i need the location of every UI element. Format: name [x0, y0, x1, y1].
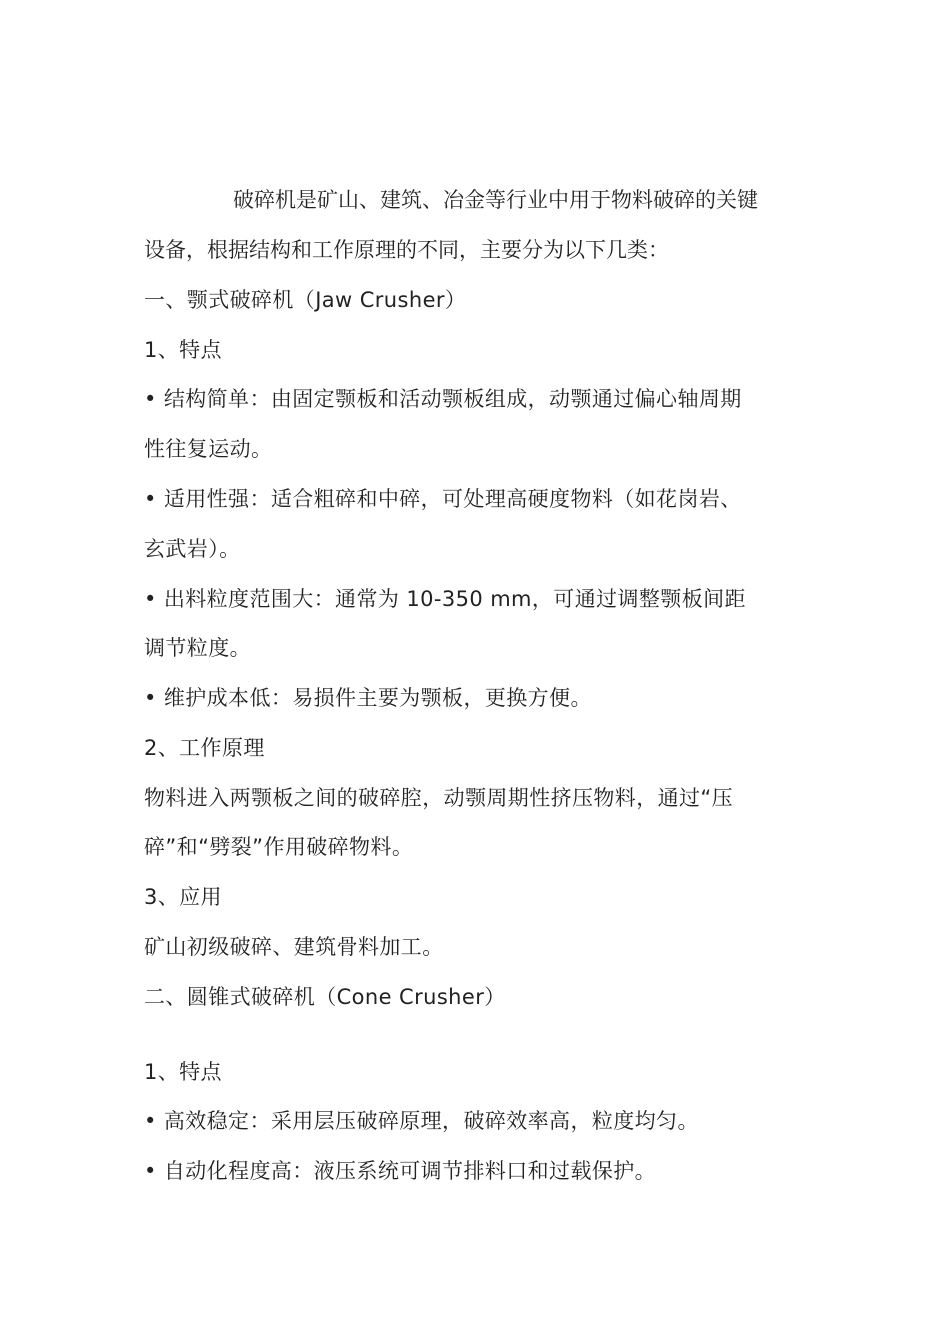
- bullet-applicability-line-1: • 适用性强：适合粗碎和中碎，可处理高硬度物料（如花岗岩、: [144, 487, 742, 511]
- section-heading-jaw-crusher: 一、颚式破碎机（Jaw Crusher）: [144, 288, 467, 312]
- bullet-simple-structure-line-2: 性往复运动。: [144, 437, 273, 461]
- subheading-working-principle: 2、工作原理: [144, 736, 265, 760]
- principle-paragraph-line-2: 碎”和“劈裂”作用破碎物料。: [144, 835, 414, 859]
- subheading-application: 3、应用: [144, 885, 222, 909]
- bullet-size-range-line-2: 调节粒度。: [144, 636, 251, 660]
- bullet-maintenance-cost: • 维护成本低：易损件主要为颚板，更换方便。: [144, 686, 592, 710]
- intro-paragraph-line-1: 破碎机是矿山、建筑、冶金等行业中用于物料破碎的关键: [233, 188, 758, 212]
- bullet-simple-structure-line-1: • 结构简单：由固定颚板和活动颚板组成，动颚通过偏心轴周期: [144, 387, 742, 411]
- application-paragraph: 矿山初级破碎、建筑骨料加工。: [144, 935, 444, 959]
- principle-paragraph-line-1: 物料进入两颚板之间的破碎腔，动颚周期性挤压物料，通过“压: [144, 786, 734, 810]
- subheading-features-cone: 1、特点: [144, 1060, 222, 1084]
- bullet-size-range-line-1: • 出料粒度范围大：通常为 10-350 mm，可通过调整颚板间距: [144, 587, 746, 611]
- intro-paragraph-line-2: 设备，根据结构和工作原理的不同，主要分为以下几类：: [144, 238, 669, 262]
- bullet-automation: • 自动化程度高：液压系统可调节排料口和过载保护。: [144, 1159, 657, 1183]
- bullet-high-efficiency: • 高效稳定：采用层压破碎原理，破碎效率高，粒度均匀。: [144, 1109, 699, 1133]
- subheading-features: 1、特点: [144, 338, 222, 362]
- bullet-applicability-line-2: 玄武岩）。: [144, 537, 241, 561]
- section-heading-cone-crusher: 二、圆锥式破碎机（Cone Crusher）: [144, 985, 506, 1009]
